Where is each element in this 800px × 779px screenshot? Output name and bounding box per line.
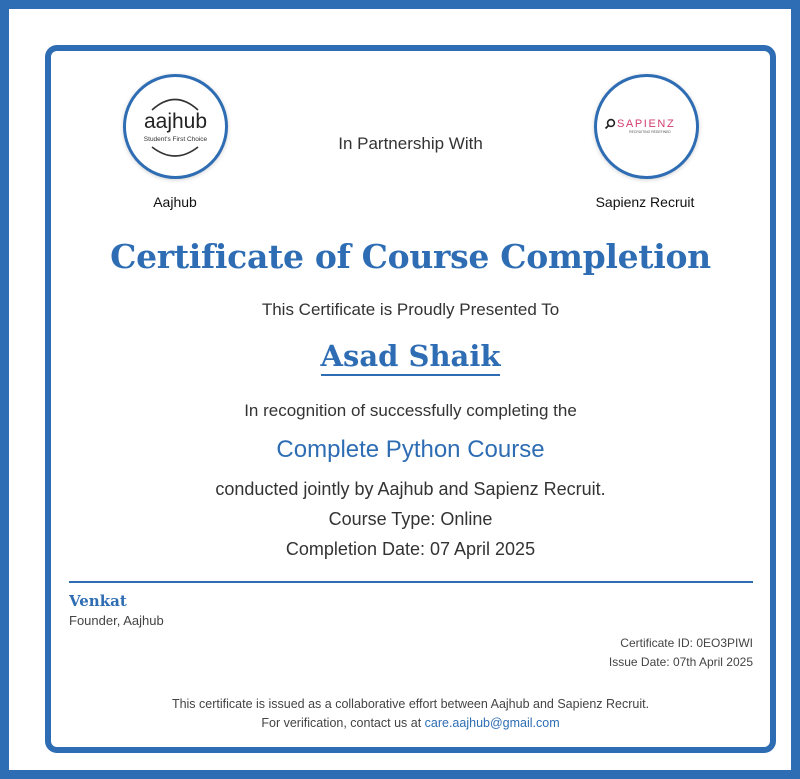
sapienz-wordmark: SAPIENZ bbox=[617, 118, 676, 130]
footer-note: This certificate is issued as a collaborative effort between Aajhub and Sapienz Recruit. bbox=[171, 697, 650, 711]
certificate-card bbox=[45, 45, 776, 753]
presented-to-text: This Certificate is Proudly Presented To bbox=[261, 300, 560, 319]
sapienz-logo-graphic bbox=[597, 77, 696, 176]
sapienz-tagline: RECRUITING REDEFINED bbox=[629, 130, 671, 134]
conducted-by-text: conducted jointly by Aajhub and Sapienz Recruit. bbox=[215, 479, 606, 499]
aajhub-wordmark: aajhub bbox=[143, 110, 208, 133]
course-name: Complete Python Course bbox=[276, 436, 545, 463]
issue-date: Issue Date: 07th April 2025 bbox=[608, 655, 753, 669]
contact-email-link[interactable]: care.aajhub@gmail.com bbox=[424, 716, 560, 730]
footer-verification-text: For verification, contact us at bbox=[261, 716, 425, 730]
certificate-id: Certificate ID: 0EO3PIWI bbox=[620, 636, 753, 650]
footer-verification bbox=[51, 716, 770, 730]
sapienz-logo bbox=[594, 74, 699, 179]
recipient-name: Asad Shaik bbox=[321, 339, 501, 376]
aajhub-logo bbox=[123, 74, 228, 179]
aajhub-logo-graphic bbox=[126, 77, 225, 176]
signatory-role: Founder, Aajhub bbox=[69, 613, 164, 628]
recognition-text: In recognition of successfully completing the bbox=[244, 401, 577, 420]
partnership-text: In Partnership With bbox=[338, 134, 483, 153]
recipient-name-wrapper bbox=[51, 339, 770, 373]
certificate-title: Certificate of Course Completion bbox=[110, 237, 711, 276]
aajhub-tagline: Student's First Choice bbox=[143, 136, 208, 143]
signatory-name: Venkat bbox=[69, 592, 127, 610]
sapienz-label: Sapienz Recruit bbox=[595, 194, 695, 210]
completion-date: Completion Date: 07 April 2025 bbox=[285, 539, 536, 559]
course-type: Course Type: Online bbox=[328, 509, 493, 529]
signature-divider bbox=[69, 581, 753, 583]
magnifier-icon bbox=[608, 120, 615, 127]
aajhub-label: Aajhub bbox=[153, 194, 197, 210]
